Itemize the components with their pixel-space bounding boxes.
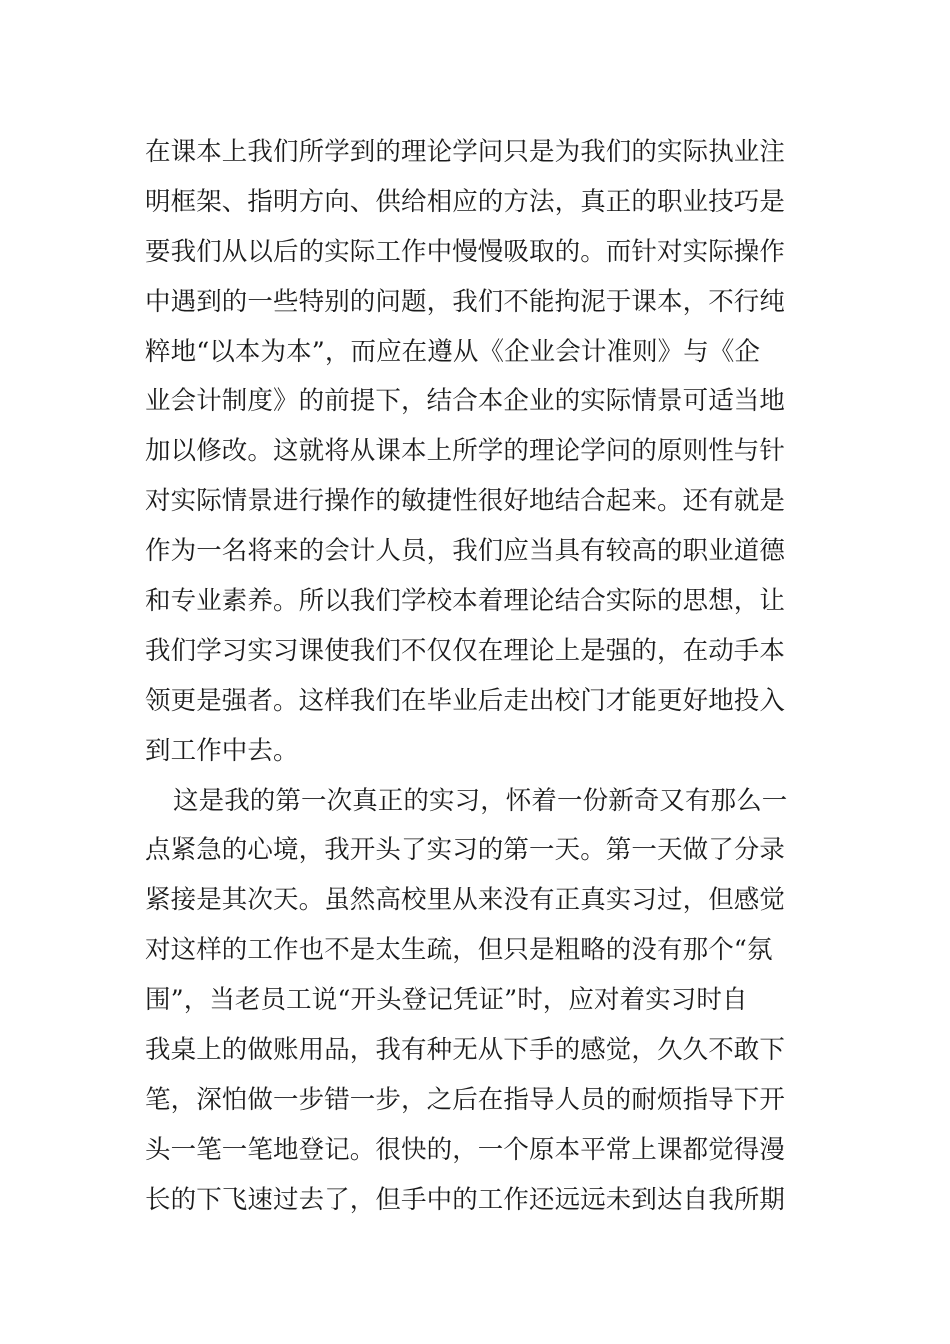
text-line: 和专业素养。所以我们学校本着理论结合实际的思想，让 [145,586,786,617]
text-line: 中遇到的一些特别的问题，我们不能拘泥于课本，不行纯 [145,286,786,317]
text-line: 紧接是其次天。虽然高校里从来没有正真实习过，但感觉 [145,885,786,916]
text-line: 领更是强者。这样我们在毕业后走出校门才能更好地投入 [145,685,786,716]
text-line: 明框架、指明方向、供给相应的方法，真正的职业技巧是 [145,186,786,217]
text-line: 粹地“以本为本”，而应在遵从《企业会计准则》与《企 [145,336,761,367]
body-text [145,128,810,1226]
text-line: 头一笔一笔地登记。很快的，一个原本平常上课都觉得漫 [145,1134,786,1165]
text-line: 围”，当老员工说“开头登记凭证”时，应对着实习时自 [145,985,748,1016]
text-line: 作为一名将来的会计人员，我们应当具有较高的职业道德 [145,536,786,567]
text-line: 加以修改。这就将从课本上所学的理论学问的原则性与针 [145,436,786,467]
text-line: 我桌上的做账用品，我有种无从下手的感觉，久久不敢下 [145,1035,786,1066]
text-line: 对实际情景进行操作的敏捷性很好地结合起来。还有就是 [145,486,786,517]
text-line: 在课本上我们所学到的理论学问只是为我们的实际执业注 [145,137,786,167]
text-line: 对这样的工作也不是太生疏，但只是粗略的没有那个“氛 [145,935,773,966]
text-line: 业会计制度》的前提下，结合本企业的实际情景可适当地 [145,386,786,417]
paragraph-2 [145,777,810,1226]
text-line: 笔，深怕做一步错一步，之后在指导人员的耐烦指导下开 [145,1084,786,1115]
text-line: 长的下飞速过去了，但手中的工作还远远未到达自我所期 [145,1184,786,1215]
text-line: 点紧急的心境，我开头了实习的第一天。第一天做了分录 [145,835,786,866]
text-line: 这是我的第一次真正的实习，怀着一份新奇又有那么一 [173,785,788,816]
paragraph-1 [145,128,810,777]
text-line: 到工作中去。 [145,735,299,766]
text-line: 我们学习实习课使我们不仅仅在理论上是强的，在动手本 [145,635,786,666]
text-line: 要我们从以后的实际工作中慢慢吸取的。而针对实际操作 [145,236,786,267]
